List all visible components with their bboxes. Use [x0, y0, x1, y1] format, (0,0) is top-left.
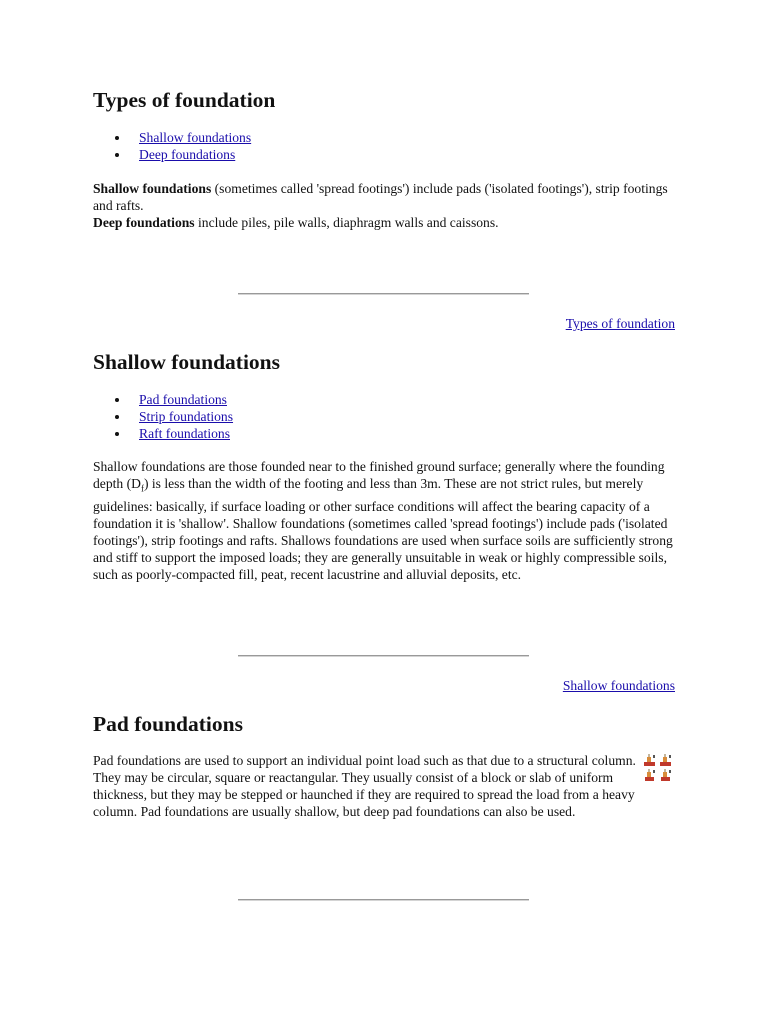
list-item	[93, 129, 251, 146]
pad-foundations-block	[93, 752, 675, 820]
list-item	[93, 391, 233, 408]
link-shallow-foundations[interactable]: Shallow foundations	[139, 130, 252, 145]
shallow-body-part1: Shallow foundations are those founded near to the finished ground surface; generally where the founding depth (D	[93, 459, 665, 491]
pad-foundation-diagram-icon[interactable]	[643, 752, 676, 783]
shallow-body-part2: ) is less than the width of the footing and less than 3m. These are not strict rules, but merely guidelines: basically, if surface loading or other surface conditions will affect the bearing capacity of a foundation it is 'shallow'. Shallow foundations (sometimes called 'spread footings') include pads ('isolated footings'), strip footings and rafts. Shallows foundations are used when surface soils are sufficiently strong and stiff to support the imposed loads; they are generally unsuitable in weak or highly compressible soils, such as poorly-compacted fill, peat, recent lacustrine and alluvial deposits, etc.	[93, 476, 673, 582]
term-shallow-foundations: Shallow foundations	[93, 181, 212, 196]
backlink-shallow-foundations[interactable]: Shallow foundations	[562, 678, 675, 693]
divider	[238, 655, 529, 657]
backlink-types-of-foundation[interactable]: Types of foundation	[565, 316, 675, 331]
types-summary-deep	[93, 214, 675, 231]
depth-subscript: f	[140, 483, 144, 494]
heading-types-of-foundation: Types of foundation	[93, 88, 276, 112]
types-summary-shallow	[93, 180, 675, 214]
link-pad-foundations[interactable]: Pad foundations	[139, 392, 227, 407]
shallow-link-list	[93, 391, 233, 442]
list-item	[93, 408, 233, 425]
shallow-summary-text: (sometimes called 'spread footings') include pads ('isolated footings'), strip footings and rafts.	[93, 181, 668, 213]
divider	[238, 293, 529, 295]
heading-shallow-foundations: Shallow foundations	[93, 350, 281, 374]
link-deep-foundations[interactable]: Deep foundations	[139, 147, 236, 162]
link-strip-foundations[interactable]: Strip foundations	[139, 409, 234, 424]
types-link-list	[93, 129, 251, 163]
link-raft-foundations[interactable]: Raft foundations	[139, 426, 230, 441]
deep-summary-text: include piles, pile walls, diaphragm walls and caissons.	[194, 215, 499, 230]
term-deep-foundations: Deep foundations	[93, 215, 195, 230]
list-item	[93, 146, 251, 163]
list-item	[93, 425, 233, 442]
heading-pad-foundations: Pad foundations	[93, 712, 243, 736]
shallow-foundations-body	[93, 458, 675, 583]
pad-foundations-body: Pad foundations are used to support an individual point load such as that due to a structural column. They may be circular, square or reactangular. They usually consist of a block or slab of uniform thickness, but they may be stepped or haunched if they are required to spread the load from a heavy column. Pad foundations are usually shallow, but deep pad foundations can also be used.	[93, 753, 636, 819]
divider	[238, 899, 529, 901]
